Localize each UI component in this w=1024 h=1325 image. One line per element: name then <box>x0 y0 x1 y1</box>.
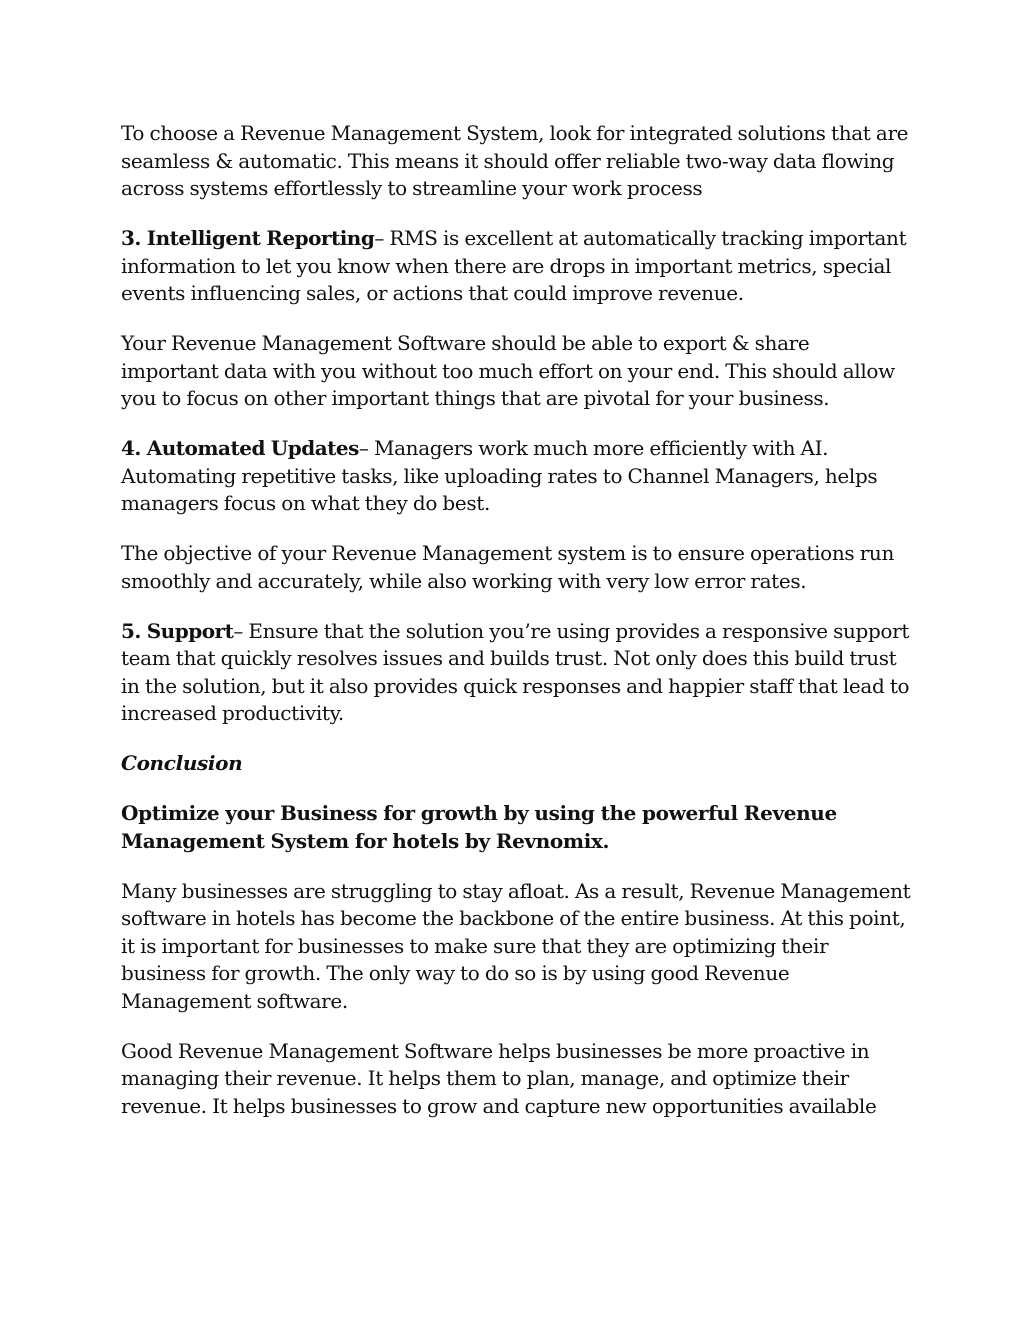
body-intelligent-reporting: – RMS is excellent at automatically tracking important information to let you know when there are drops in important metrics, special events influencing sales, or actions that could improve revenue. <box>121 226 907 305</box>
paragraph-optimize-business: Optimize your Business for growth by using the powerful Revenue Management System for hotels by Revnomix. <box>121 801 837 853</box>
body-support: – Ensure that the solution you’re using provides a responsive support team that quickly resolves issues and builds trust. Not only does this build trust in the solution, but it also provides quick responses and happier staff that lead to increased productivity. <box>121 618 910 725</box>
heading-conclusion: Conclusion <box>121 751 243 775</box>
paragraph-integrated-solutions: To choose a Revenue Management System, look for integrated solutions that are seamless & automatic. This means it should offer reliable two-way data flowing across systems effortlessly to streamline your work process <box>121 121 909 200</box>
paragraph-objective: The objective of your Revenue Management system is to ensure operations run smoothly and accurately, while also working with very low error rates. <box>121 541 894 593</box>
paragraph-support <box>121 618 911 728</box>
heading-support: 5. Support <box>121 618 234 643</box>
heading-intelligent-reporting: 3. Intelligent Reporting <box>121 226 375 250</box>
paragraph-automated-updates <box>121 435 911 518</box>
paragraph-export-share: Your Revenue Management Software should be able to export & share important data with you without too much effort on your end. This should allow you to focus on other important things that are pivotal for your business. <box>121 331 895 410</box>
document-page <box>121 120 911 1143</box>
paragraph-good-rms: Good Revenue Management Software helps businesses be more proactive in managing their revenue. It helps them to plan, manage, and optimize their revenue. It helps businesses to grow and capture new opportunities available <box>121 1038 877 1118</box>
heading-automated-updates: 4. Automated Updates <box>121 436 359 460</box>
paragraph-struggling-businesses: Many businesses are struggling to stay afloat. As a result, Revenue Management software in hotels has become the backbone of the entire business. At this point, it is important for businesses to make sure that they are optimizing their business for growth. The only way to do so is by using good Revenue Management software. <box>121 878 911 1013</box>
body-automated-updates: – Managers work much more efficiently with AI. Automating repetitive tasks, like uploading rates to Channel Managers, helps managers focus on what they do best. <box>121 436 878 515</box>
paragraph-intelligent-reporting <box>121 225 911 308</box>
